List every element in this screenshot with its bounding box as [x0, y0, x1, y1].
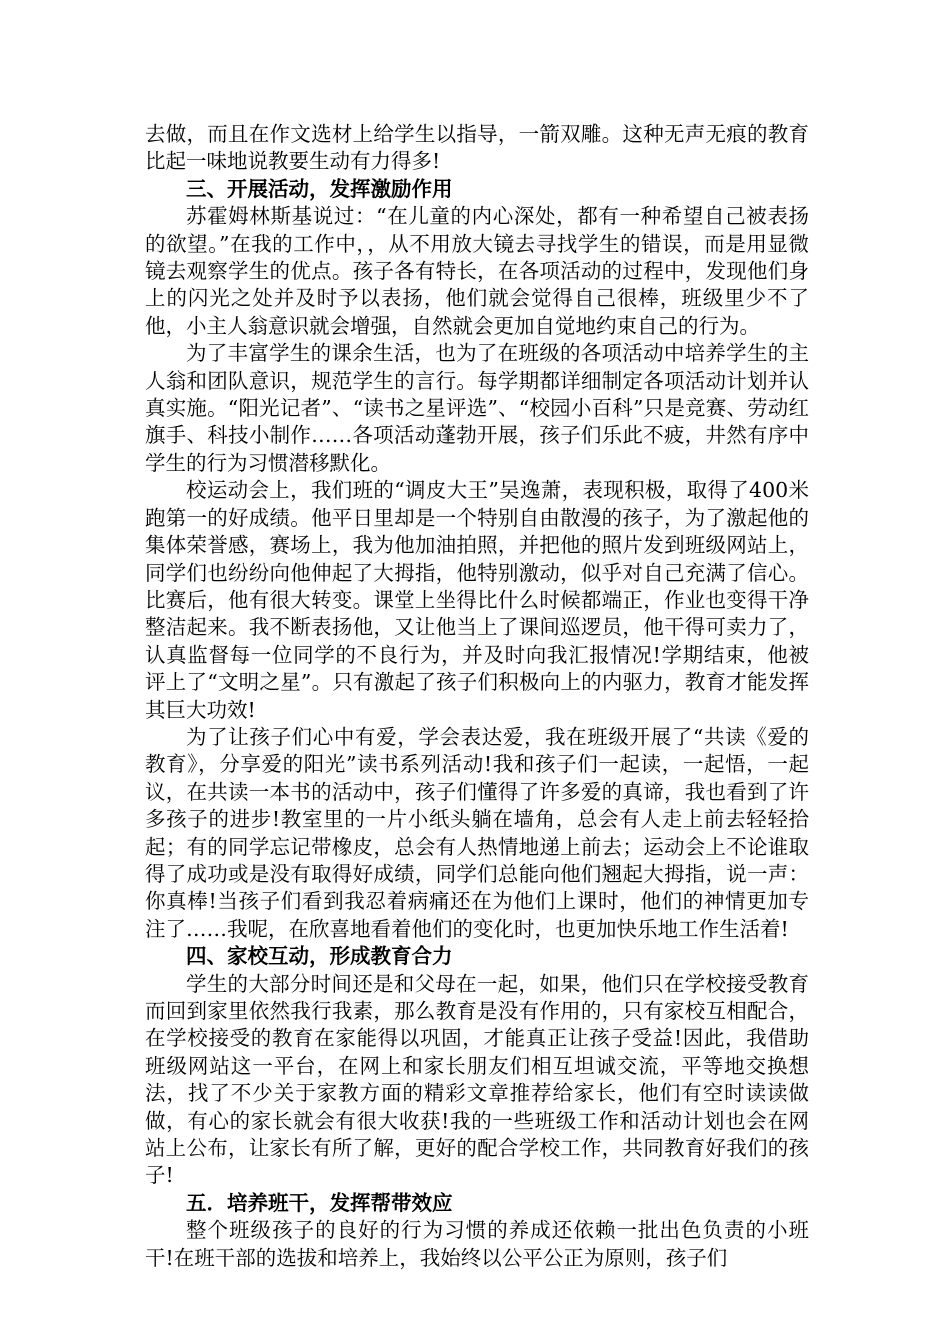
paragraph: 为了让孩子们心中有爱，学会表达爱，我在班级开展了“共读《爱的教育》，分享爱的阳光”读书系列活动!我和孩子们一起读，一起悟，一起议，在共读一本书的活动中，孩子们懂得了许多爱的真谛，我也看到了许多孩子的进步!教室里的一片小纸头躺在墙角，总会有人走上前去轻轻拾起；有的同学忘记带橡皮，总会有人热情地递上前去；运动会上不论谁取得了成功或是没有取得好成绩，同学们总能向他们翘起大拇指，说一声：你真棒!当孩子们看到我忍着病痛还在为他们上课时，他们的神情更加专注了……我呢，在欣喜地看着他们的变化时，也更加快乐地工作生活着! [145, 724, 809, 941]
paragraph: 学生的大部分时间还是和父母在一起，如果，他们只在学校接受教育而回到家里依然我行我素，那么教育是没有作用的，只有家校互相配合，在学校接受的教育在家能得以巩固，才能真正让孩子受益!因此，我借助班级网站这一平台，在网上和家长朋友们相互坦诚交流，平等地交换想法，找了不少关于家教方面的精彩文章推荐给家长，他们有空时读读做做，有心的家长就会有很大收获!我的一些班级工作和活动计划也会在网站上公布，让家长有所了解，更好的配合学校工作，共同教育好我们的孩子! [145, 971, 809, 1188]
document-page [145, 121, 809, 1272]
paragraph: 校运动会上，我们班的“调皮大王”吴逸萧，表现积极，取得了400米跑第一的好成绩。他平日里却是一个特别自由散漫的孩子，为了激起他的集体荣誉感，赛场上，我为他加油拍照，并把他的照片发到班级网站上，同学们也纷纷向他伸起了大拇指，他特别激动，似乎对自己充满了信心。比赛后，他有很大转变。课堂上坐得比什么时候都端正，作业也变得干净整洁起来。我不断表扬他，又让他当上了课间巡逻员，他干得可卖力了，认真监督每一位同学的不良行为，并及时向我汇报情况!学期结束，他被评上了“文明之星”。只有激起了孩子们积极向上的内驱力，教育才能发挥其巨大功效! [145, 478, 809, 722]
paragraph: 为了丰富学生的课余生活，也为了在班级的各项活动中培养学生的主人翁和团队意识，规范学生的言行。每学期都详细制定各项活动计划并认真实施。“阳光记者”、“读书之星评选”、“校园小百科”只是竞赛、劳动红旗手、科技小制作……各项活动蓬勃开展，孩子们乐此不疲，井然有序中学生的行为习惯潜移默化。 [145, 341, 809, 475]
section-heading-5: 五．培养班干，发挥帮带效应 [186, 1190, 453, 1215]
section-heading-3: 三、开展活动，发挥激励作用 [186, 176, 453, 201]
paragraph-truncated: 整个班级孩子的良好的行为习惯的养成还依赖一批出色负责的小班干!在班干部的选拔和培养上，我始终以公平公正为原则，孩子们 [145, 1218, 809, 1270]
paragraph: 苏霍姆林斯基说过：“在儿童的内心深处，都有一种希望自己被表扬的欲望。”在我的工作中，，从不用放大镜去寻找学生的错误，而是用显微镜去观察学生的优点。孩子各有特长，在各项活动的过程中，发现他们身上的闪光之处并及时予以表扬，他们就会觉得自己很棒，班级里少不了他，小主人翁意识就会增强，自然就会更加自觉地约束自己的行为。 [145, 204, 809, 338]
section-heading-4: 四、家校互动，形成教育合力 [186, 944, 453, 969]
paragraph-continued: 去做，而且在作文选材上给学生以指导，一箭双雕。这种无声无痕的教育比起一味地说教要生动有力得多! [145, 122, 809, 174]
